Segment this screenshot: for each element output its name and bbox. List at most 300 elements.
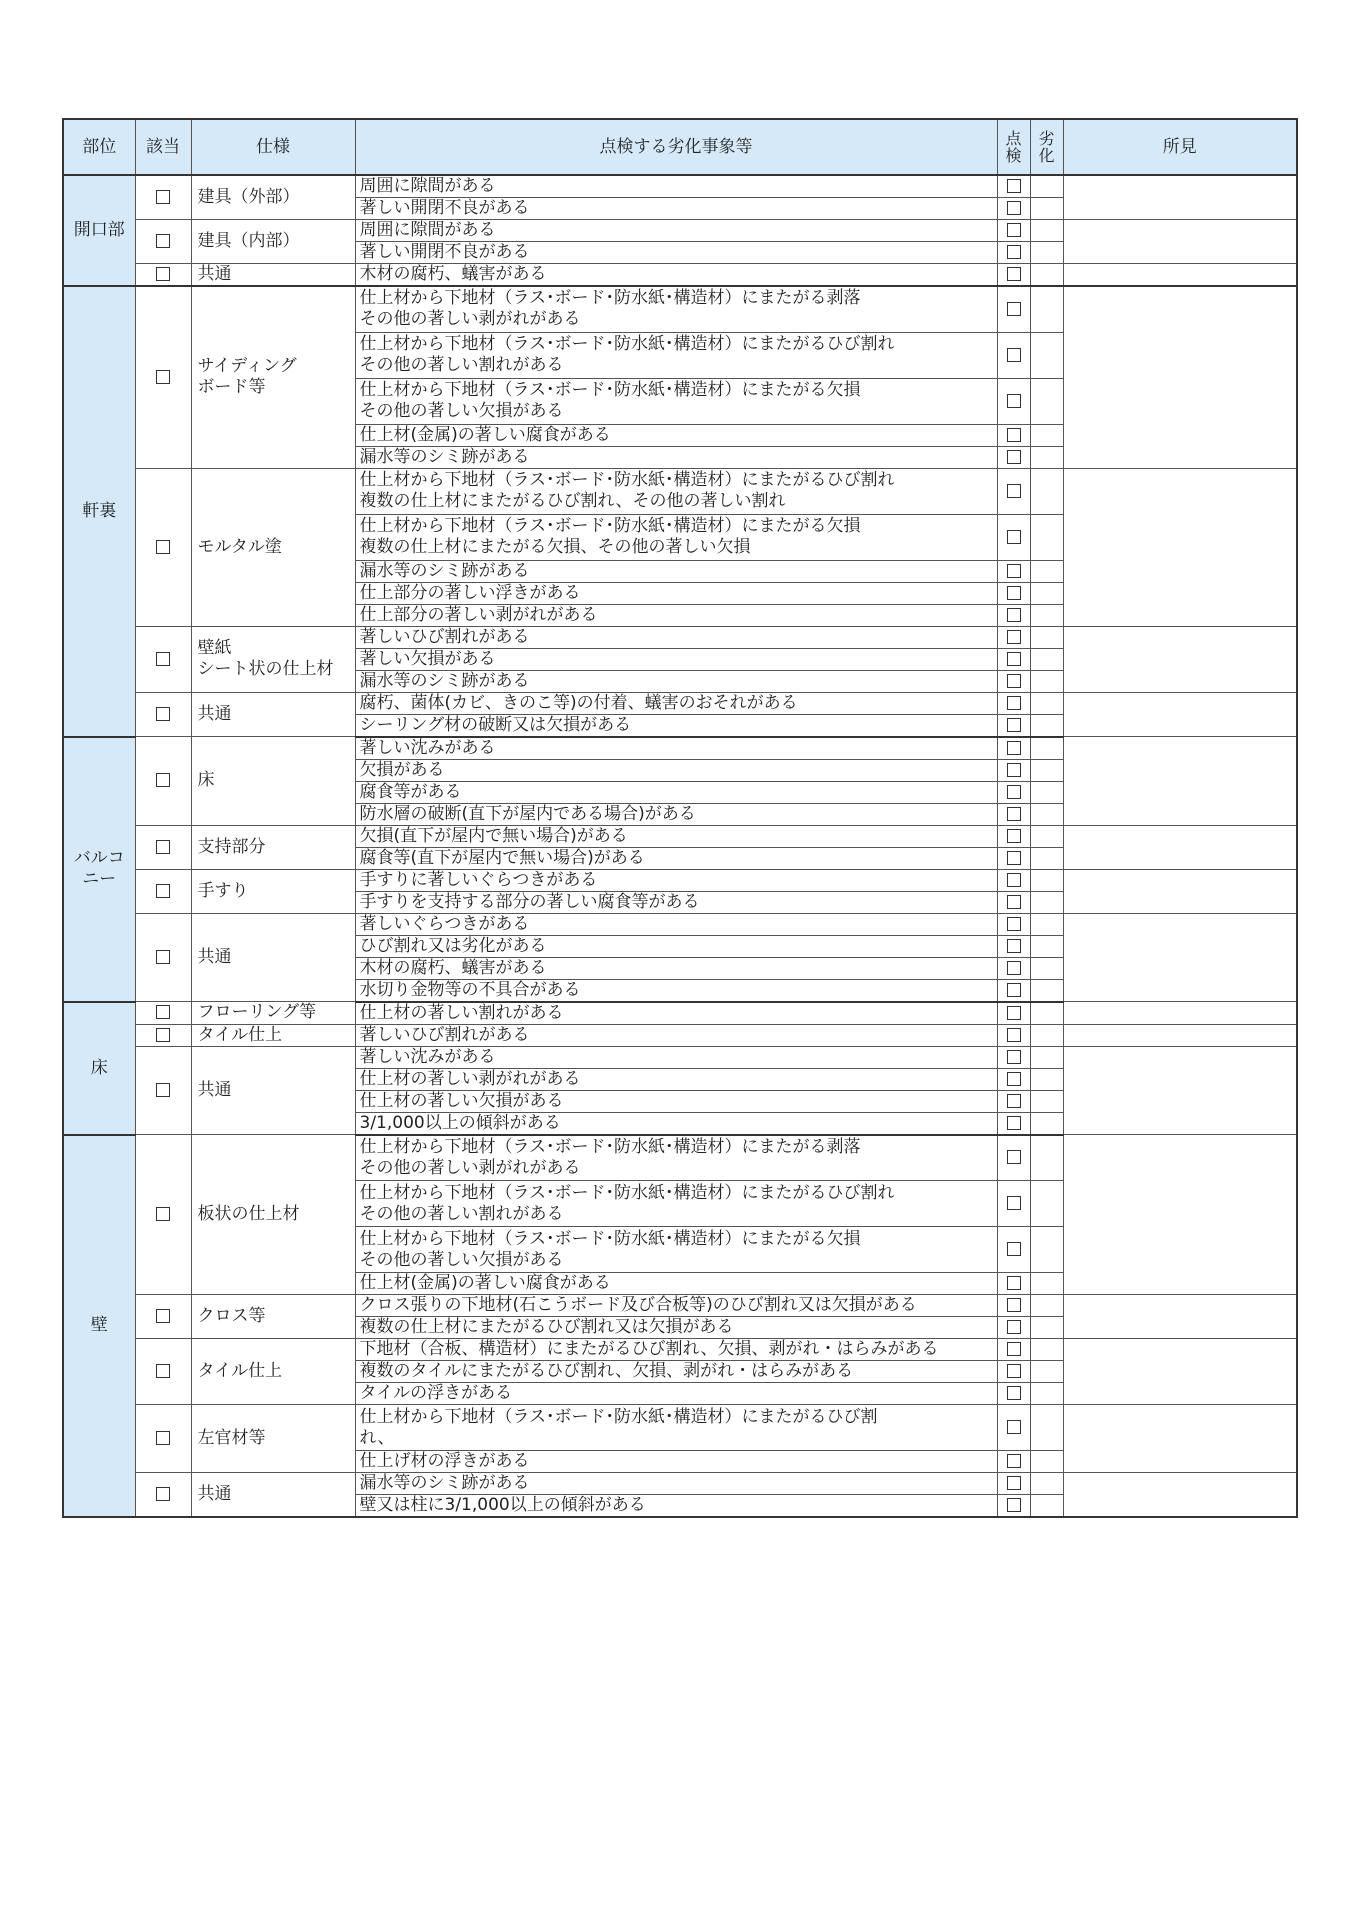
item-cell — [355, 692, 997, 714]
applicable-checkbox[interactable] — [156, 707, 170, 721]
item-cell — [355, 1383, 997, 1405]
applicable-checkbox[interactable] — [156, 1083, 170, 1097]
item-cell — [355, 1295, 997, 1317]
degrade-cell[interactable] — [1030, 378, 1063, 424]
spec-cell — [191, 1295, 355, 1339]
item-text: 水切り金物等の不具合がある — [359, 979, 581, 1000]
inspect-cell — [997, 1295, 1030, 1317]
item-text: 漏水等のシミ跡がある — [359, 670, 530, 691]
findings-cell[interactable] — [1063, 913, 1297, 1002]
inspect-checkbox[interactable] — [1007, 1028, 1021, 1042]
item-cell — [355, 1405, 997, 1451]
table-row — [63, 1135, 1297, 1181]
item-cell — [355, 242, 997, 264]
spec-cell — [191, 1405, 355, 1473]
degrade-cell[interactable] — [1030, 242, 1063, 264]
findings-cell[interactable] — [1063, 1046, 1297, 1135]
header-inspect-label: 点検 — [1005, 129, 1022, 165]
item-cell — [355, 759, 997, 781]
degrade-cell[interactable] — [1030, 446, 1063, 468]
item-text: 仕上材の著しい欠損がある — [359, 1090, 564, 1111]
degrade-cell[interactable] — [1030, 847, 1063, 869]
inspect-checkbox[interactable] — [1007, 586, 1021, 600]
degrade-cell[interactable] — [1030, 1135, 1063, 1181]
inspect-cell — [997, 175, 1030, 198]
applicable-checkbox[interactable] — [156, 1207, 170, 1221]
inspect-checkbox[interactable] — [1007, 245, 1021, 259]
degrade-cell[interactable] — [1030, 1227, 1063, 1273]
applicable-checkbox[interactable] — [156, 234, 170, 248]
applicable-checkbox[interactable] — [156, 1309, 170, 1323]
degrade-cell[interactable] — [1030, 220, 1063, 242]
findings-cell[interactable] — [1063, 1024, 1297, 1046]
item-text: 仕上部分の著しい剥がれがある — [359, 604, 598, 625]
inspect-checkbox[interactable] — [1007, 696, 1021, 710]
inspect-cell — [997, 286, 1030, 332]
applicable-checkbox[interactable] — [156, 652, 170, 666]
findings-cell[interactable] — [1063, 1002, 1297, 1025]
inspect-checkbox[interactable] — [1007, 179, 1021, 193]
applicable-cell — [135, 913, 191, 1002]
inspect-cell — [997, 957, 1030, 979]
part-label: 床 — [90, 1057, 108, 1078]
inspect-checkbox[interactable] — [1007, 873, 1021, 887]
inspect-checkbox[interactable] — [1007, 718, 1021, 732]
applicable-cell — [135, 220, 191, 264]
findings-cell[interactable] — [1063, 1295, 1297, 1339]
item-cell — [355, 626, 997, 648]
degrade-cell[interactable] — [1030, 825, 1063, 847]
degrade-cell[interactable] — [1030, 198, 1063, 220]
header-part: 部位 — [63, 119, 135, 175]
inspect-checkbox[interactable] — [1007, 1242, 1021, 1256]
inspect-checkbox[interactable] — [1007, 1196, 1021, 1210]
inspect-checkbox[interactable] — [1007, 1072, 1021, 1086]
degrade-cell[interactable] — [1030, 560, 1063, 582]
inspect-cell — [997, 1473, 1030, 1495]
header-degrade — [1030, 119, 1063, 175]
degrade-cell[interactable] — [1030, 1405, 1063, 1451]
part-label: 壁 — [90, 1315, 108, 1336]
degrade-cell[interactable] — [1030, 648, 1063, 670]
inspect-checkbox[interactable] — [1007, 223, 1021, 237]
inspect-checkbox[interactable] — [1007, 1050, 1021, 1064]
degrade-cell[interactable] — [1030, 957, 1063, 979]
item-cell — [355, 582, 997, 604]
inspect-cell — [997, 220, 1030, 242]
spec-label: 共通 — [197, 264, 232, 284]
degrade-cell[interactable] — [1030, 1383, 1063, 1405]
inspect-checkbox[interactable] — [1007, 1298, 1021, 1312]
degrade-cell[interactable] — [1030, 424, 1063, 446]
inspect-cell — [997, 242, 1030, 264]
item-cell — [355, 1090, 997, 1112]
applicable-cell — [135, 264, 191, 287]
inspect-checkbox[interactable] — [1007, 394, 1021, 408]
inspect-cell — [997, 198, 1030, 220]
item-cell — [355, 781, 997, 803]
findings-cell[interactable] — [1063, 1135, 1297, 1295]
degrade-cell[interactable] — [1030, 1317, 1063, 1339]
findings-cell[interactable] — [1063, 220, 1297, 264]
spec-cell — [191, 1339, 355, 1405]
degrade-cell[interactable] — [1030, 759, 1063, 781]
part-cell — [63, 1135, 135, 1518]
inspect-checkbox[interactable] — [1007, 1364, 1021, 1378]
applicable-cell — [135, 869, 191, 913]
item-text: 周囲に隙間がある — [359, 220, 496, 240]
applicable-cell — [135, 692, 191, 737]
item-text: 仕上材の著しい剥がれがある — [359, 1068, 581, 1089]
item-text: 仕上材から下地材（ラス･ボード･防水紙･構造材）にまたがるひび割れ その他の著しい割れがある — [359, 1182, 895, 1224]
spec-label: 壁紙 シート状の仕上材 — [197, 638, 334, 679]
item-cell — [355, 847, 997, 869]
applicable-checkbox[interactable] — [156, 840, 170, 854]
inspect-checkbox[interactable] — [1007, 1276, 1021, 1290]
inspect-cell — [997, 424, 1030, 446]
applicable-checkbox[interactable] — [156, 950, 170, 964]
spec-label: 共通 — [197, 703, 232, 724]
degrade-cell[interactable] — [1030, 604, 1063, 626]
item-cell — [355, 869, 997, 891]
item-cell — [355, 286, 997, 332]
spec-label: タイル仕上 — [197, 1024, 283, 1045]
item-cell — [355, 648, 997, 670]
degrade-cell[interactable] — [1030, 803, 1063, 825]
spec-label: 左官材等 — [197, 1428, 266, 1448]
inspect-checkbox[interactable] — [1007, 1342, 1021, 1356]
inspect-checkbox[interactable] — [1007, 201, 1021, 215]
header-row — [63, 119, 1297, 175]
item-cell — [355, 1112, 997, 1135]
inspect-cell — [997, 1024, 1030, 1046]
degrade-cell[interactable] — [1030, 1273, 1063, 1295]
table-row — [63, 737, 1297, 760]
item-cell — [355, 378, 997, 424]
spec-cell — [191, 692, 355, 737]
inspect-cell — [997, 781, 1030, 803]
spec-label: クロス等 — [197, 1306, 266, 1326]
item-text: 仕上材から下地材（ラス･ボード･防水紙･構造材）にまたがる剥落 その他の著しい剥がれがある — [359, 1136, 861, 1178]
inspect-checkbox[interactable] — [1007, 267, 1021, 281]
inspect-checkbox[interactable] — [1007, 939, 1021, 953]
inspect-cell — [997, 714, 1030, 737]
degrade-cell[interactable] — [1030, 670, 1063, 692]
findings-cell[interactable] — [1063, 869, 1297, 913]
applicable-cell — [135, 1339, 191, 1405]
degrade-cell[interactable] — [1030, 264, 1063, 287]
spec-label: 共通 — [197, 946, 232, 967]
inspect-cell — [997, 332, 1030, 378]
findings-cell[interactable] — [1063, 1405, 1297, 1473]
degrade-cell[interactable] — [1030, 582, 1063, 604]
inspect-cell — [997, 514, 1030, 560]
item-cell — [355, 1317, 997, 1339]
inspect-cell — [997, 582, 1030, 604]
degrade-cell[interactable] — [1030, 692, 1063, 714]
applicable-checkbox[interactable] — [156, 540, 170, 554]
table-row — [63, 175, 1297, 198]
applicable-checkbox[interactable] — [156, 1364, 170, 1378]
inspect-cell — [997, 891, 1030, 913]
applicable-cell — [135, 1046, 191, 1135]
degrade-cell[interactable] — [1030, 1068, 1063, 1090]
inspect-checkbox[interactable] — [1007, 1006, 1021, 1020]
item-text: 腐朽、菌体(カビ、きのこ等)の付着、蟻害のおそれがある — [359, 692, 798, 713]
findings-cell[interactable] — [1063, 1473, 1297, 1518]
applicable-checkbox[interactable] — [156, 370, 170, 384]
inspect-cell — [997, 825, 1030, 847]
degrade-cell[interactable] — [1030, 514, 1063, 560]
inspect-cell — [997, 1383, 1030, 1405]
degrade-cell[interactable] — [1030, 1181, 1063, 1227]
inspect-checkbox[interactable] — [1007, 630, 1021, 644]
degrade-cell[interactable] — [1030, 714, 1063, 737]
applicable-cell — [135, 825, 191, 869]
degrade-cell[interactable] — [1030, 1002, 1063, 1025]
item-text: 著しい開閉不良がある — [359, 242, 530, 262]
applicable-checkbox[interactable] — [156, 773, 170, 787]
inspect-checkbox[interactable] — [1007, 484, 1021, 498]
inspect-checkbox[interactable] — [1007, 763, 1021, 777]
spec-cell — [191, 737, 355, 826]
inspect-checkbox[interactable] — [1007, 564, 1021, 578]
degrade-cell[interactable] — [1030, 737, 1063, 760]
item-text: 漏水等のシミ跡がある — [359, 1473, 530, 1493]
inspect-checkbox[interactable] — [1007, 1454, 1021, 1468]
inspect-checkbox[interactable] — [1007, 1420, 1021, 1434]
inspect-checkbox[interactable] — [1007, 428, 1021, 442]
applicable-cell — [135, 1024, 191, 1046]
item-text: 著しい開閉不良がある — [359, 198, 530, 218]
inspect-cell — [997, 869, 1030, 891]
degrade-cell[interactable] — [1030, 1295, 1063, 1317]
applicable-cell — [135, 737, 191, 826]
applicable-checkbox[interactable] — [156, 1431, 170, 1445]
degrade-cell[interactable] — [1030, 1451, 1063, 1473]
item-cell — [355, 514, 997, 560]
inspect-checkbox[interactable] — [1007, 1386, 1021, 1400]
inspect-checkbox[interactable] — [1007, 983, 1021, 997]
item-text: 著しいひび割れがある — [359, 626, 530, 647]
inspect-cell — [997, 1068, 1030, 1090]
findings-cell[interactable] — [1063, 825, 1297, 869]
inspect-checkbox[interactable] — [1007, 652, 1021, 666]
applicable-checkbox[interactable] — [156, 190, 170, 204]
inspect-cell — [997, 1227, 1030, 1273]
table-row — [63, 286, 1297, 332]
inspect-checkbox[interactable] — [1007, 961, 1021, 975]
inspect-cell — [997, 1181, 1030, 1227]
spec-cell — [191, 1046, 355, 1135]
inspect-checkbox[interactable] — [1007, 917, 1021, 931]
item-cell — [355, 737, 997, 760]
inspect-checkbox[interactable] — [1007, 608, 1021, 622]
inspect-cell — [997, 468, 1030, 514]
applicable-checkbox[interactable] — [156, 1487, 170, 1501]
inspect-cell — [997, 1495, 1030, 1518]
header-findings: 所見 — [1063, 119, 1297, 175]
degrade-cell[interactable] — [1030, 286, 1063, 332]
inspect-cell — [997, 692, 1030, 714]
item-text: 仕上げ材の浮きがある — [359, 1451, 530, 1471]
item-text: 仕上材(金属)の著しい腐食がある — [359, 424, 611, 445]
inspect-checkbox[interactable] — [1007, 807, 1021, 821]
findings-cell[interactable] — [1063, 626, 1297, 692]
spec-cell — [191, 1135, 355, 1295]
item-text: タイルの浮きがある — [359, 1383, 513, 1403]
inspect-cell — [997, 626, 1030, 648]
part-cell — [63, 286, 135, 737]
inspect-checkbox[interactable] — [1007, 450, 1021, 464]
degrade-cell[interactable] — [1030, 913, 1063, 935]
findings-cell[interactable] — [1063, 286, 1297, 468]
spec-cell — [191, 869, 355, 913]
inspect-checkbox[interactable] — [1007, 1094, 1021, 1108]
item-text: クロス張りの下地材(石こうボード及び合板等)のひび割れ又は欠損がある — [359, 1295, 917, 1315]
header-spec: 仕様 — [191, 119, 355, 175]
applicable-checkbox[interactable] — [156, 1028, 170, 1042]
spec-cell — [191, 1024, 355, 1046]
spec-cell — [191, 1002, 355, 1025]
item-text: 仕上材(金属)の著しい腐食がある — [359, 1273, 611, 1293]
applicable-cell — [135, 1405, 191, 1473]
degrade-cell[interactable] — [1030, 1090, 1063, 1112]
inspect-checkbox[interactable] — [1007, 674, 1021, 688]
item-text: 仕上材から下地材（ラス･ボード･防水紙･構造材）にまたがる欠損 その他の著しい欠損がある — [359, 1228, 861, 1270]
inspection-table — [62, 118, 1298, 1518]
inspect-checkbox[interactable] — [1007, 1320, 1021, 1334]
inspect-checkbox[interactable] — [1007, 851, 1021, 865]
spec-label: タイル仕上 — [197, 1361, 283, 1381]
part-cell — [63, 175, 135, 286]
degrade-cell[interactable] — [1030, 1112, 1063, 1135]
item-cell — [355, 1135, 997, 1181]
inspect-checkbox[interactable] — [1007, 302, 1021, 316]
item-cell — [355, 198, 997, 220]
item-text: 仕上材から下地材（ラス･ボード･防水紙･構造材）にまたがる欠損 その他の著しい欠損がある — [359, 380, 861, 421]
degrade-cell[interactable] — [1030, 626, 1063, 648]
inspect-checkbox[interactable] — [1007, 1498, 1021, 1512]
degrade-cell[interactable] — [1030, 869, 1063, 891]
findings-cell[interactable] — [1063, 737, 1297, 826]
item-cell — [355, 446, 997, 468]
spec-label: 共通 — [197, 1484, 232, 1504]
item-cell — [355, 1068, 997, 1090]
inspect-cell — [997, 264, 1030, 287]
item-cell — [355, 1181, 997, 1227]
findings-cell[interactable] — [1063, 692, 1297, 737]
inspect-cell — [997, 737, 1030, 760]
inspect-checkbox[interactable] — [1007, 829, 1021, 843]
item-text: 周囲に隙間がある — [359, 176, 496, 196]
degrade-cell[interactable] — [1030, 175, 1063, 198]
item-text: 漏水等のシミ跡がある — [359, 446, 530, 467]
item-cell — [355, 1339, 997, 1361]
item-text: 腐食等(直下が屋内で無い場合)がある — [359, 847, 645, 868]
inspect-checkbox[interactable] — [1007, 1150, 1021, 1164]
item-cell — [355, 1227, 997, 1273]
item-cell — [355, 670, 997, 692]
spec-label: フローリング等 — [197, 1002, 317, 1023]
degrade-cell[interactable] — [1030, 1473, 1063, 1495]
inspect-cell — [997, 803, 1030, 825]
inspect-checkbox[interactable] — [1007, 785, 1021, 799]
findings-cell[interactable] — [1063, 264, 1297, 287]
degrade-cell[interactable] — [1030, 781, 1063, 803]
degrade-cell[interactable] — [1030, 1339, 1063, 1361]
item-cell — [355, 468, 997, 514]
inspect-checkbox[interactable] — [1007, 1476, 1021, 1490]
item-text: ひび割れ又は劣化がある — [359, 935, 547, 956]
inspect-checkbox[interactable] — [1007, 530, 1021, 544]
inspect-cell — [997, 847, 1030, 869]
degrade-cell[interactable] — [1030, 979, 1063, 1002]
inspect-checkbox[interactable] — [1007, 1116, 1021, 1130]
applicable-cell — [135, 286, 191, 468]
item-cell — [355, 803, 997, 825]
applicable-checkbox[interactable] — [156, 1005, 170, 1019]
table-row — [63, 264, 1297, 287]
degrade-cell[interactable] — [1030, 935, 1063, 957]
degrade-cell[interactable] — [1030, 468, 1063, 514]
inspect-cell — [997, 935, 1030, 957]
findings-cell[interactable] — [1063, 175, 1297, 220]
item-cell — [355, 175, 997, 198]
item-text: 手すりを支持する部分の著しい腐食等がある — [359, 891, 700, 912]
inspect-cell — [997, 560, 1030, 582]
table-row — [63, 1473, 1297, 1495]
inspect-cell — [997, 1339, 1030, 1361]
degrade-cell[interactable] — [1030, 1495, 1063, 1518]
item-text: 3/1,000以上の傾斜がある — [359, 1112, 561, 1133]
degrade-cell[interactable] — [1030, 1361, 1063, 1383]
inspect-checkbox[interactable] — [1007, 348, 1021, 362]
item-cell — [355, 1361, 997, 1383]
part-label: バルコ ニー — [73, 848, 125, 889]
findings-cell[interactable] — [1063, 1339, 1297, 1405]
item-text: 漏水等のシミ跡がある — [359, 560, 530, 581]
spec-cell — [191, 264, 355, 287]
spec-cell — [191, 1473, 355, 1518]
degrade-cell[interactable] — [1030, 891, 1063, 913]
table-row — [63, 869, 1297, 891]
findings-cell[interactable] — [1063, 468, 1297, 626]
item-cell — [355, 935, 997, 957]
item-cell — [355, 825, 997, 847]
inspect-cell — [997, 648, 1030, 670]
item-text: シーリング材の破断又は欠損がある — [359, 714, 632, 735]
degrade-cell[interactable] — [1030, 1024, 1063, 1046]
applicable-cell — [135, 1473, 191, 1518]
applicable-checkbox[interactable] — [156, 884, 170, 898]
item-cell — [355, 604, 997, 626]
table-row — [63, 1295, 1297, 1317]
inspect-checkbox[interactable] — [1007, 741, 1021, 755]
item-cell — [355, 957, 997, 979]
item-text: 仕上材から下地材（ラス･ボード･防水紙･構造材）にまたがる欠損 複数の仕上材にまたがる欠損、その他の著しい欠損 — [359, 516, 861, 557]
item-text: 下地材（合板、構造材）にまたがるひび割れ、欠損、剥がれ・はらみがある — [359, 1339, 939, 1359]
degrade-cell[interactable] — [1030, 1046, 1063, 1068]
inspect-cell — [997, 1451, 1030, 1473]
degrade-cell[interactable] — [1030, 332, 1063, 378]
item-text: 複数の仕上材にまたがるひび割れ又は欠損がある — [359, 1317, 734, 1337]
item-cell — [355, 1495, 997, 1518]
applicable-checkbox[interactable] — [156, 267, 170, 281]
header-degrade-label: 劣化 — [1038, 129, 1055, 165]
table-row — [63, 913, 1297, 935]
inspect-checkbox[interactable] — [1007, 895, 1021, 909]
